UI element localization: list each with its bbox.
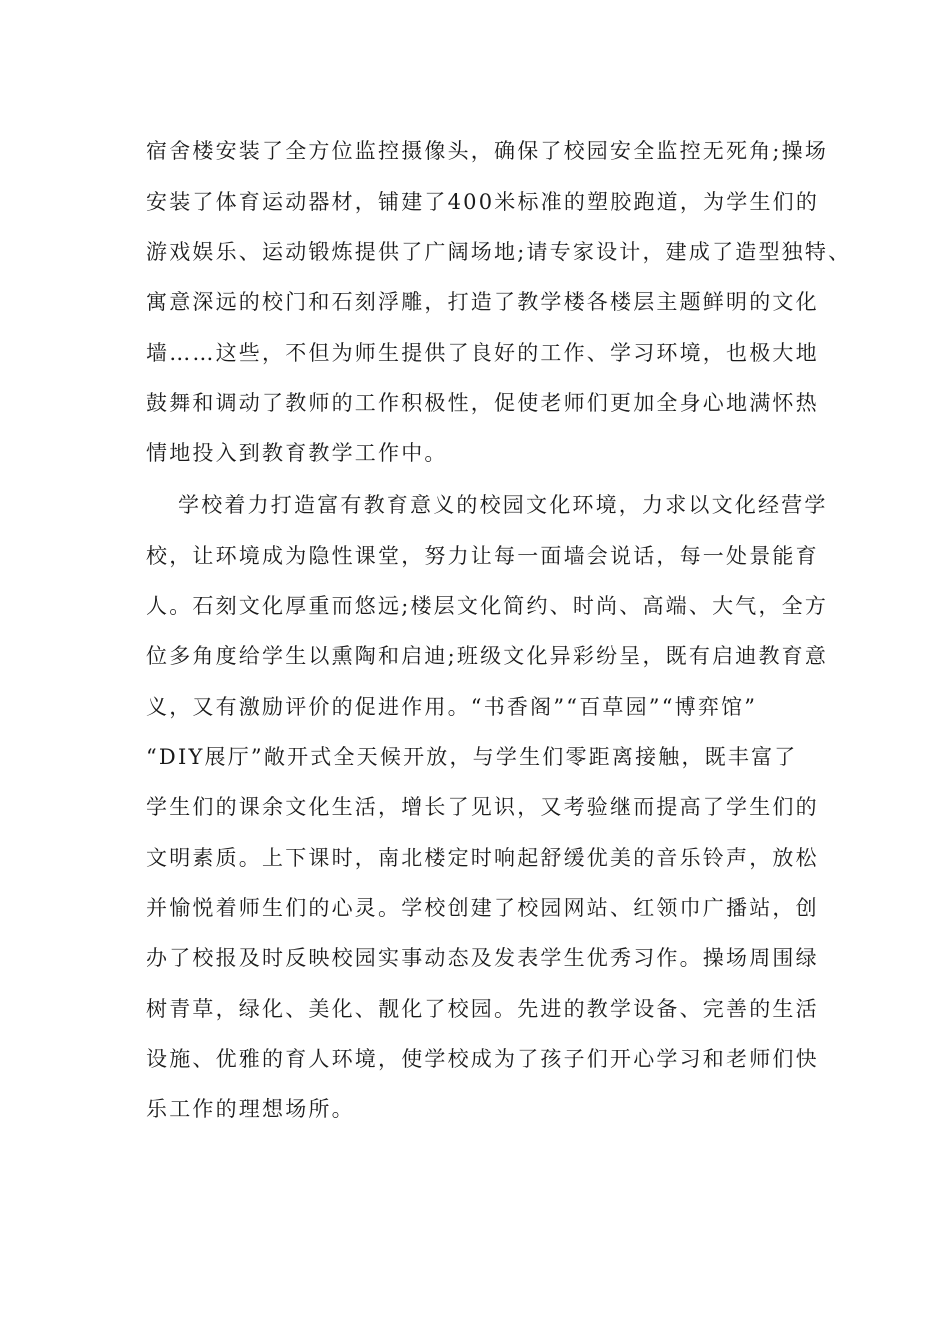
text-line: 学生们的课余文化生活，增长了见识，又考验继而提高了学生们的 — [146, 795, 819, 819]
text-line: 学校着力打造富有教育意义的校园文化环境，力求以文化经营学 — [178, 493, 828, 517]
text-line: 情地投入到教育教学工作中。 — [146, 441, 448, 465]
text-line: “DIY展厅”敞开式全天候开放，与学生们零距离接触，既丰富了 — [146, 745, 798, 769]
text-line: 宿舍楼安装了全方位监控摄像头，确保了校园安全监控无死角;操场 — [146, 139, 829, 163]
text-line: 办了校报及时反映校园实事动态及发表学生优秀习作。操场周围绿 — [146, 946, 819, 970]
text-line: 义，又有激励评价的促进作用。“书香阁”“百草园”“博弈馆” — [146, 695, 758, 719]
text-line: 安装了体育运动器材，铺建了400米标准的塑胶跑道，为学生们的 — [146, 190, 820, 214]
text-line: 墙……这些，不但为师生提供了良好的工作、学习环境，也极大地 — [146, 341, 819, 365]
text-line: 寓意深远的校门和石刻浮雕，打造了教学楼各楼层主题鲜明的文化 — [146, 290, 819, 314]
text-line: 并愉悦着师生们的心灵。学校创建了校园网站、红领巾广播站，创 — [146, 896, 819, 920]
text-line: 鼓舞和调动了教师的工作积极性，促使老师们更加全身心地满怀热 — [146, 391, 819, 415]
text-line: 文明素质。上下课时，南北楼定时响起舒缓优美的音乐铃声，放松 — [146, 846, 819, 870]
text-line: 乐工作的理想场所。 — [146, 1097, 355, 1121]
text-line: 树青草，绿化、美化、靓化了校园。先进的教学设备、完善的生活 — [146, 997, 819, 1021]
text-line: 校，让环境成为隐性课堂，努力让每一面墙会说话，每一处景能育 — [146, 544, 819, 568]
text-line: 人。石刻文化厚重而悠远;楼层文化简约、时尚、高端、大气，全方 — [146, 594, 829, 618]
text-line: 位多角度给学生以熏陶和启迪;班级文化异彩纷呈，既有启迪教育意 — [146, 644, 829, 668]
text-line: 游戏娱乐、运动锻炼提供了广阔场地;请专家设计，建成了造型独特、 — [146, 240, 852, 264]
text-line: 设施、优雅的育人环境，使学校成为了孩子们开心学习和老师们快 — [146, 1047, 819, 1071]
